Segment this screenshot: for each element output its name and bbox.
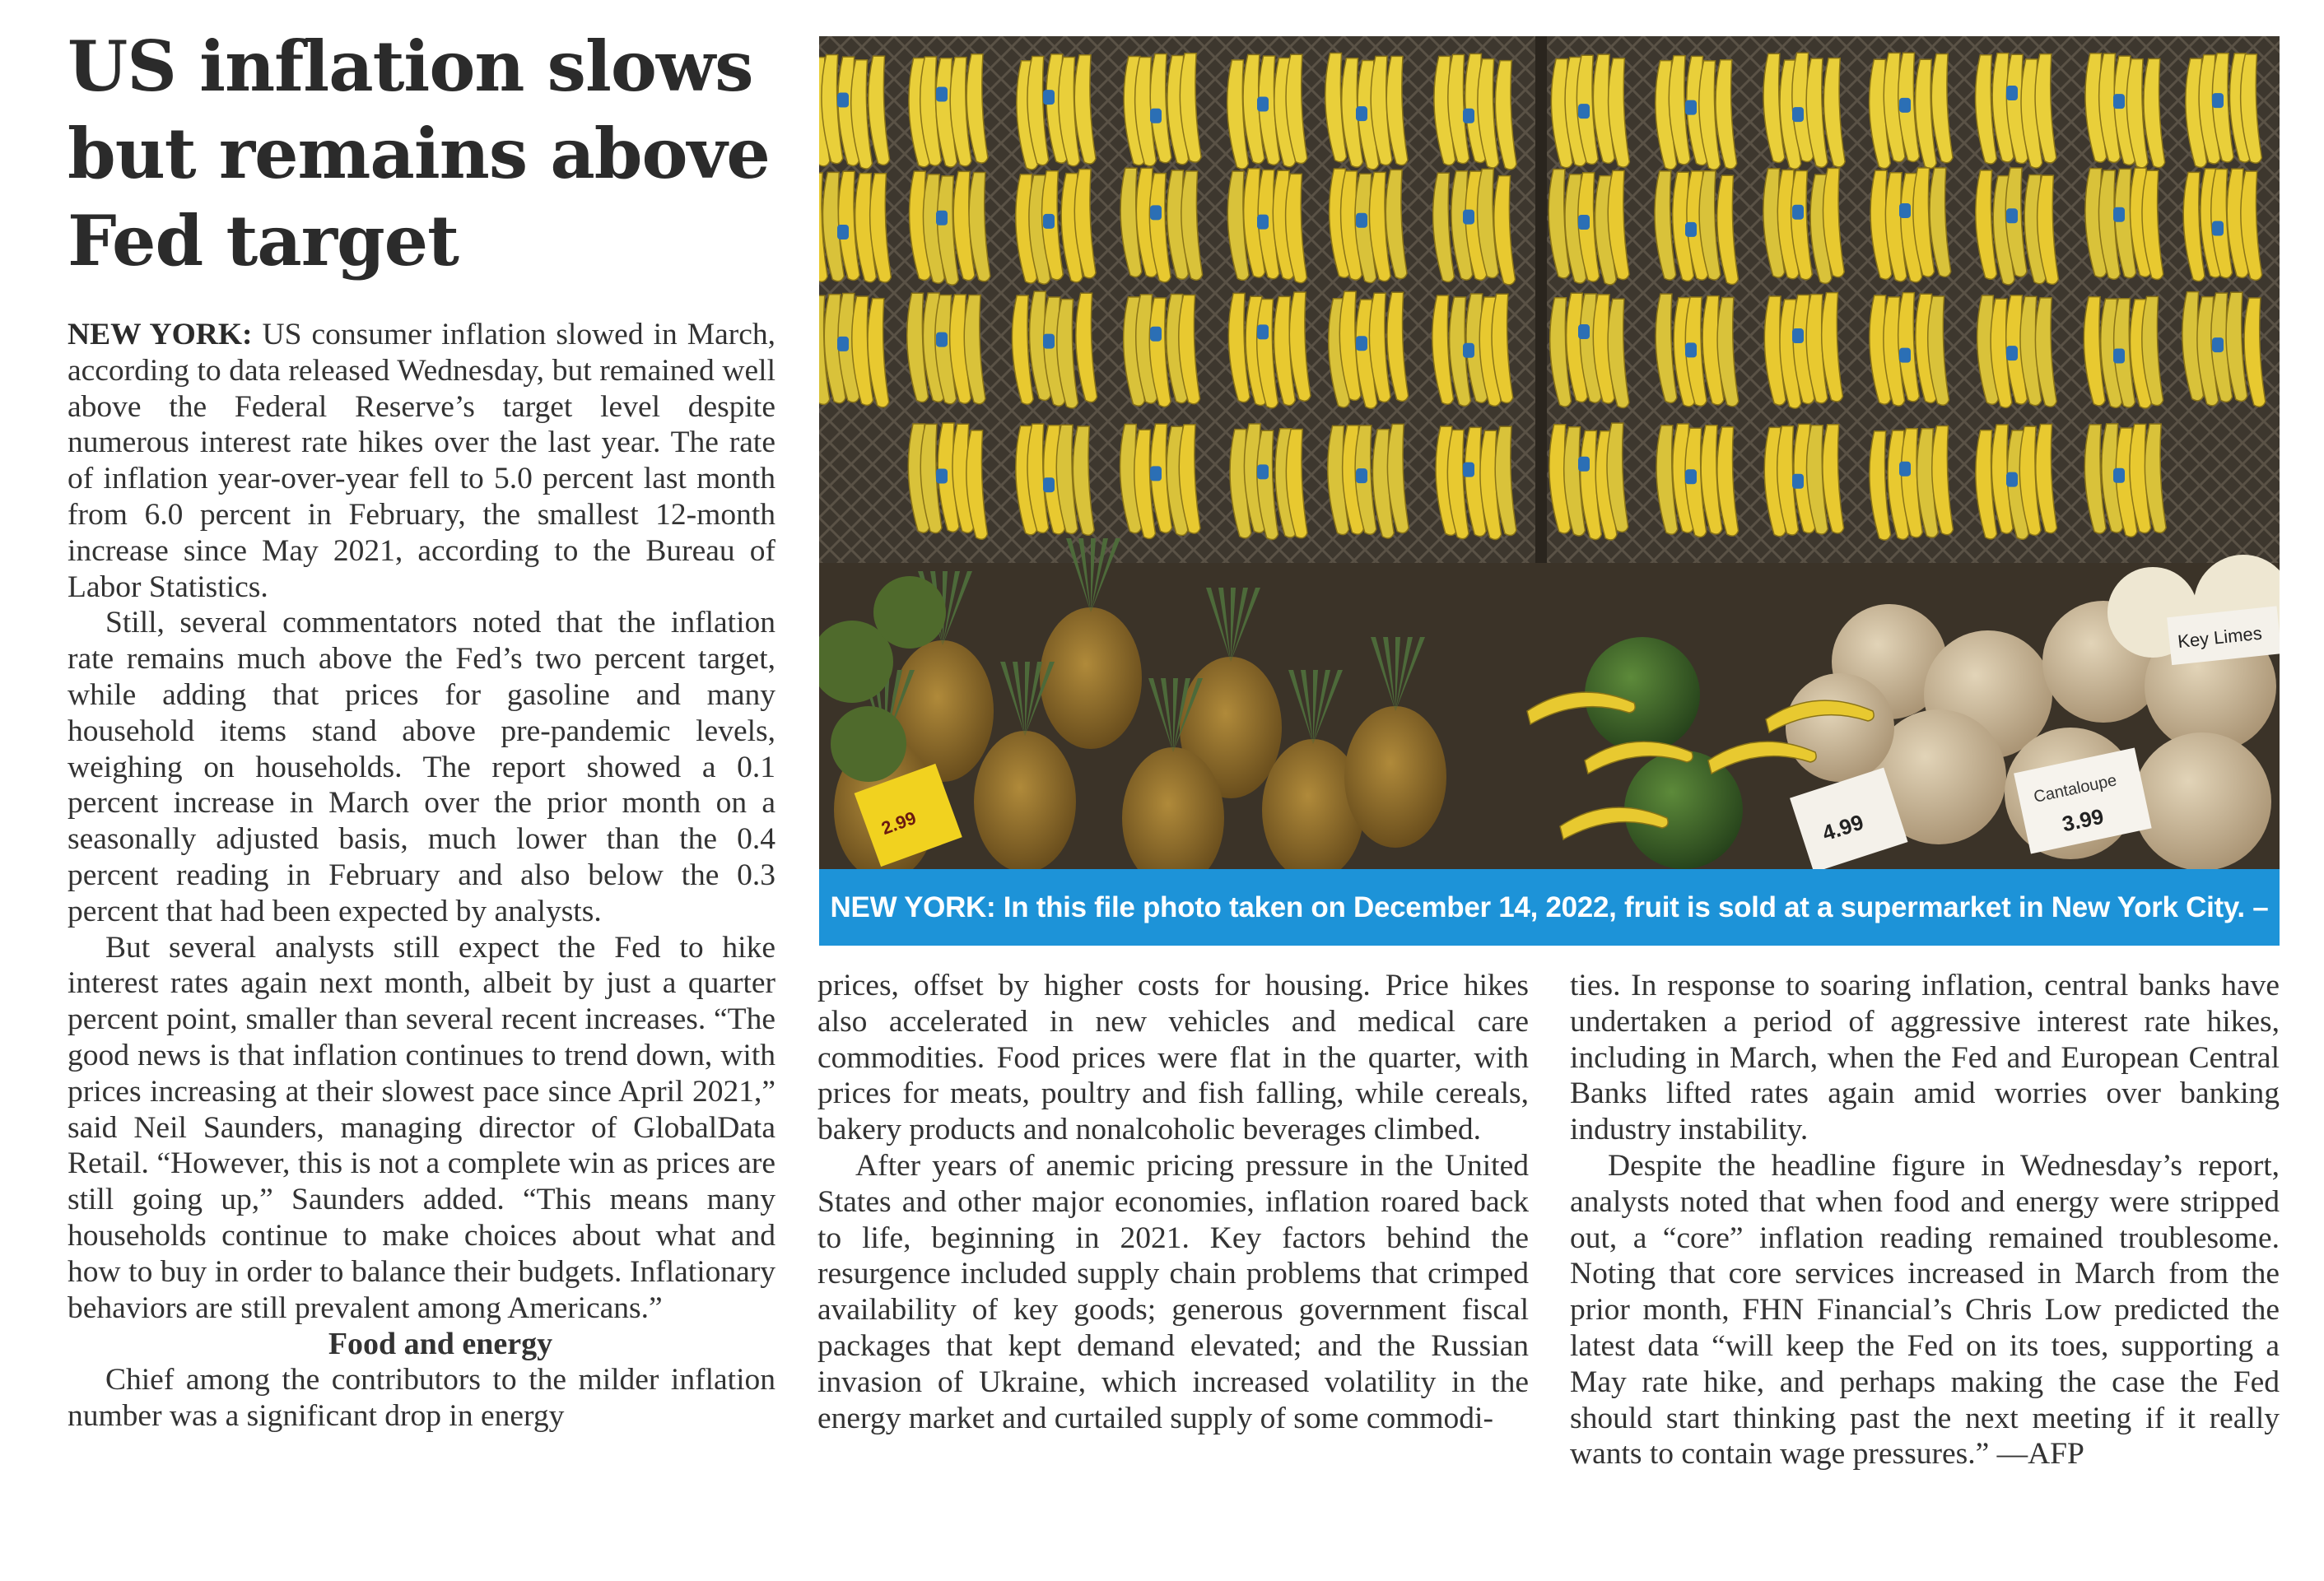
banana-bunch xyxy=(1551,54,1629,168)
banana-bunch xyxy=(2085,168,2163,279)
banana-bunch xyxy=(1436,426,1516,539)
banana-bunch xyxy=(1012,291,1097,408)
banana-bunch xyxy=(1120,424,1200,538)
banana-bunch xyxy=(1656,56,1737,170)
banana-bunch xyxy=(1977,295,2057,408)
banana-bunch xyxy=(1228,292,1311,408)
banana-bunch xyxy=(1764,293,1842,408)
banana-bunch xyxy=(1329,291,1409,408)
paragraph: Despite the headline figure in Wednesday’s report, analysts noted that when food and energy were stripped out, a “core” inflation reading remained troublesome. Noting that core services increased in March from the prior month, FHN Financial’s Chris Low predicted the latest data “will keep the Fed on its toes, supporting a May rate hike, and perhaps making the case the Fed should start thinking past the next meeting if it really wants to contain wage pressures.” —AFP xyxy=(1570,1148,2280,1472)
banana-bunch xyxy=(1763,169,1844,284)
banana-bunch xyxy=(1124,53,1201,166)
cantaloupe-label: Cantaloupe xyxy=(2032,771,2119,807)
banana-bunch xyxy=(1120,168,1202,282)
pineapple xyxy=(1040,607,1142,749)
article-column-2 xyxy=(817,968,1529,1436)
banana-bunch xyxy=(2183,169,2261,281)
banana-bunch xyxy=(1549,170,1629,285)
key-limes-label: Key Limes xyxy=(2177,622,2263,653)
pineapple xyxy=(974,731,1076,869)
banana-bunch xyxy=(1870,53,1953,168)
banana-bunch xyxy=(1227,54,1307,169)
paragraph: prices, offset by higher costs for housing. Price hikes also accelerated in new vehicles and medical care commodities. Food prices were flat in the quarter, with prices for meats, poultry and fish falling, while cereals, bakery products and nonalcoholic beverages climbed. xyxy=(817,969,1529,1147)
banana-bunch xyxy=(1325,53,1408,169)
cantaloupe xyxy=(1786,673,1894,782)
banana-bunch xyxy=(1870,168,1951,282)
pineapple-price: 2.99 xyxy=(878,807,920,839)
banana-bunch xyxy=(907,293,985,404)
banana-bunch xyxy=(1870,293,1949,407)
article-column-3 xyxy=(1570,968,2280,1472)
article-column-1 xyxy=(68,317,775,1435)
melon-price: 4.99 xyxy=(1819,809,1867,846)
banana-bunch xyxy=(1016,170,1096,284)
dateline: NEW YORK: xyxy=(68,318,253,351)
banana-bunch xyxy=(1330,169,1407,282)
banana-bunch xyxy=(1656,424,1739,537)
paragraph: But several analysts still expect the Fed to hike interest rates again next month, albeit by just a quarter percent point, smaller than several recent increases. “The good news is that inflation continues to trend down, with prices increasing at their slowest pace since April 2021,” said Neil Saunders, managing director of GlobalData Retail. “However, this is not a complete win as prices are still going up,” Saunders added. “This means many households continue to make choices about what and how to buy in order to balance their budgets. Inflationary behaviors are still prevalent among Americans.” xyxy=(68,930,775,1325)
banana-bunch xyxy=(1434,53,1516,170)
cantaloupe xyxy=(2133,732,2271,869)
banana-bunch xyxy=(1432,294,1513,406)
paragraph-text: US consumer inflation slowed in March, according to data released Wednesday, but remained well above the Federal Reserve’s target level despite numerous interest rate hikes over the last year. The rate of inflation year-over-year fell to 5.0 percent last month from 6.0 percent in February, the smallest 12-month increase since May 2021, according to the Bureau of Labor Statistics. xyxy=(68,318,776,604)
banana-bunch xyxy=(1870,426,1954,541)
photo-caption: NEW YORK: In this file photo taken on December 14, 2022, fruit is sold at a supermarket in New York City. – AFP xyxy=(819,869,2280,946)
banana-bunch xyxy=(1655,171,1739,285)
paragraph: Still, several commentators noted that the inflation rate remains much above the Fed’s two percent target, while adding that prices for gasoline and many household items stand above pre-pandemic levels, weighing on households. The report showed a 0.1 percent increase in March over the prior month on a seasonally adjusted basis, much lower than the 0.4 percent reading in February and also below the 0.3 percent that had been expected by analysts. xyxy=(68,606,775,928)
banana-bunch xyxy=(910,171,990,285)
banana-bunch xyxy=(2084,296,2163,408)
banana-bunch xyxy=(2186,53,2262,168)
banana-bunch xyxy=(1976,168,2059,285)
banana-bunch xyxy=(1549,423,1628,540)
banana-bunch xyxy=(1230,424,1307,540)
pineapple xyxy=(1344,706,1446,848)
banana-bunch xyxy=(2182,292,2266,407)
banana-bunch xyxy=(1976,424,2057,539)
paragraph: ties. In response to soaring inflation, central banks have undertaken a period of aggressive interest rate hikes, including in March, when the Fed and European Central Banks lifted rates again amid worries over banking industry instability. xyxy=(1570,969,2280,1147)
banana-bunch xyxy=(1433,169,1516,285)
banana-bunch xyxy=(1017,54,1096,170)
banana-bunch xyxy=(819,54,890,169)
banana-bunch xyxy=(1764,424,1843,536)
cantaloupe-price: 3.99 xyxy=(2060,803,2106,837)
banana-bunch xyxy=(909,54,988,167)
banana-bunch xyxy=(2084,424,2166,537)
banana-bunch xyxy=(1656,294,1739,407)
banana-bunch xyxy=(1550,293,1629,407)
paragraph xyxy=(68,317,775,605)
paragraph: After years of anemic pricing pressure in the United States and other major economies, inflation roared back to life, beginning in 2021. Key factors behind the resurgence included supply chain problems that crimped availability of key goods; generous government fiscal packages that kept demand elevated; and the Russian invasion of Ukraine, which increased volatility in the energy market and curtailed supply of some commodi- xyxy=(817,1148,1529,1435)
banana-bunch xyxy=(1976,53,2056,169)
banana-bunch xyxy=(1124,294,1200,407)
article-headline: US inflation slows but remains above Fed target xyxy=(68,26,770,281)
banana-bunch xyxy=(1016,424,1094,535)
banana-bunch xyxy=(1227,169,1306,283)
banana-bunch xyxy=(1328,424,1409,538)
paragraph: Chief among the contributors to the milder inflation number was a significant drop in energy xyxy=(68,1363,775,1434)
banana-bunch xyxy=(908,423,987,539)
article-photo xyxy=(819,36,2280,869)
banana-bunch xyxy=(1763,53,1845,169)
section-subhead: Food and energy xyxy=(328,1327,553,1362)
banana-bunch xyxy=(2085,53,2165,168)
